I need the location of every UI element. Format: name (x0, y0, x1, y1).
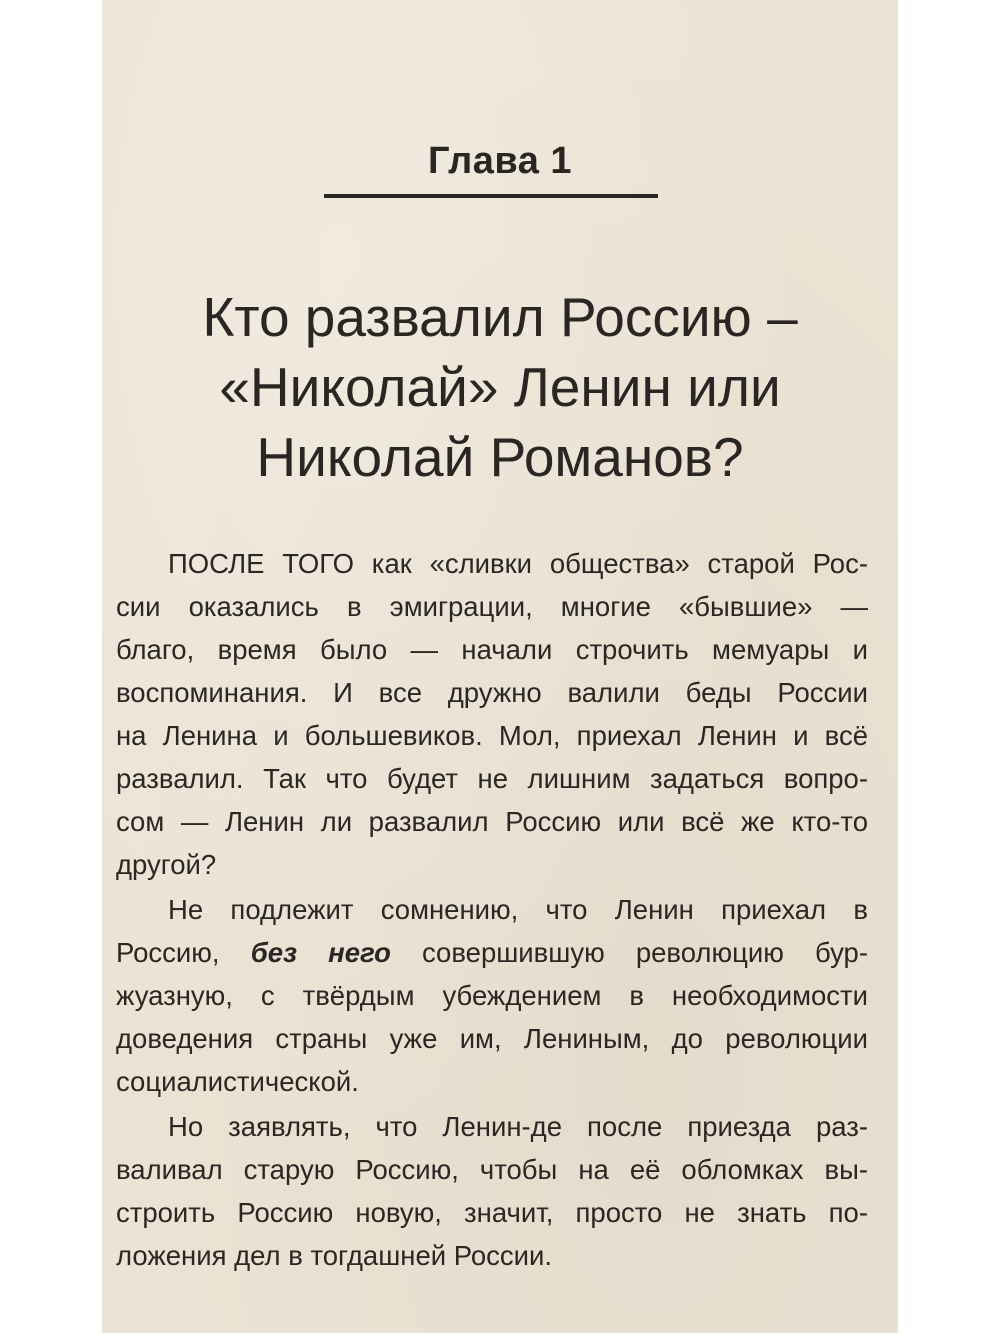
text-line (116, 931, 868, 974)
text-line: воспоминания. И все дружно валили беды России (116, 677, 868, 708)
chapter-title-line: «Николай» Ленин или (219, 356, 781, 418)
chapter-title (102, 282, 898, 492)
text-line: ложения дел в тогдашней России. (116, 1240, 553, 1271)
text-line: Но заявлять, что Ленин-де после приезда раз- (168, 1111, 868, 1142)
text-line: доведения страны уже им, Лениным, до революции (116, 1023, 868, 1054)
text-segment: совершившую революцию бур- (390, 937, 868, 968)
text-line: ПОСЛЕ ТОГО как «сливки общества» старой Рос- (168, 548, 868, 579)
text-line: сии оказались в эмиграции, многие «бывшие» — (116, 591, 868, 622)
text-line: на Ленина и большевиков. Мол, приехал Ленин и всё (116, 720, 868, 751)
text-line: благо, время было — начали строчить мемуары и (116, 634, 868, 665)
text-line: развалил. Так что будет не лишним задаться вопро- (116, 763, 868, 794)
text-line: Не подлежит сомнению, что Ленин приехал в (168, 894, 868, 925)
text-line: социалистической. (116, 1066, 359, 1097)
body-text (116, 542, 868, 1279)
chapter-heading: Глава 1 (427, 140, 573, 182)
chapter-underline (324, 194, 658, 198)
emphasis-text: без него (250, 937, 391, 968)
text-line: валивал старую Россию, чтобы на её обломках вы- (116, 1154, 868, 1185)
text-line: другой? (116, 849, 217, 880)
book-page (102, 0, 898, 1333)
text-line: жуазную, с твёрдым убеждением в необходимости (116, 980, 868, 1011)
chapter-title-line: Кто развалил Россию – (202, 286, 798, 348)
paragraph-1 (116, 542, 868, 886)
paragraph-3 (116, 1105, 868, 1277)
text-line: строить Россию новую, значит, просто не знать по- (116, 1197, 868, 1228)
chapter-title-line: Николай Романов? (256, 426, 744, 488)
text-segment: Россию, (116, 937, 251, 968)
text-line: сом — Ленин ли развалил Россию или всё же кто-то (116, 806, 868, 837)
paragraph-2 (116, 888, 868, 1103)
